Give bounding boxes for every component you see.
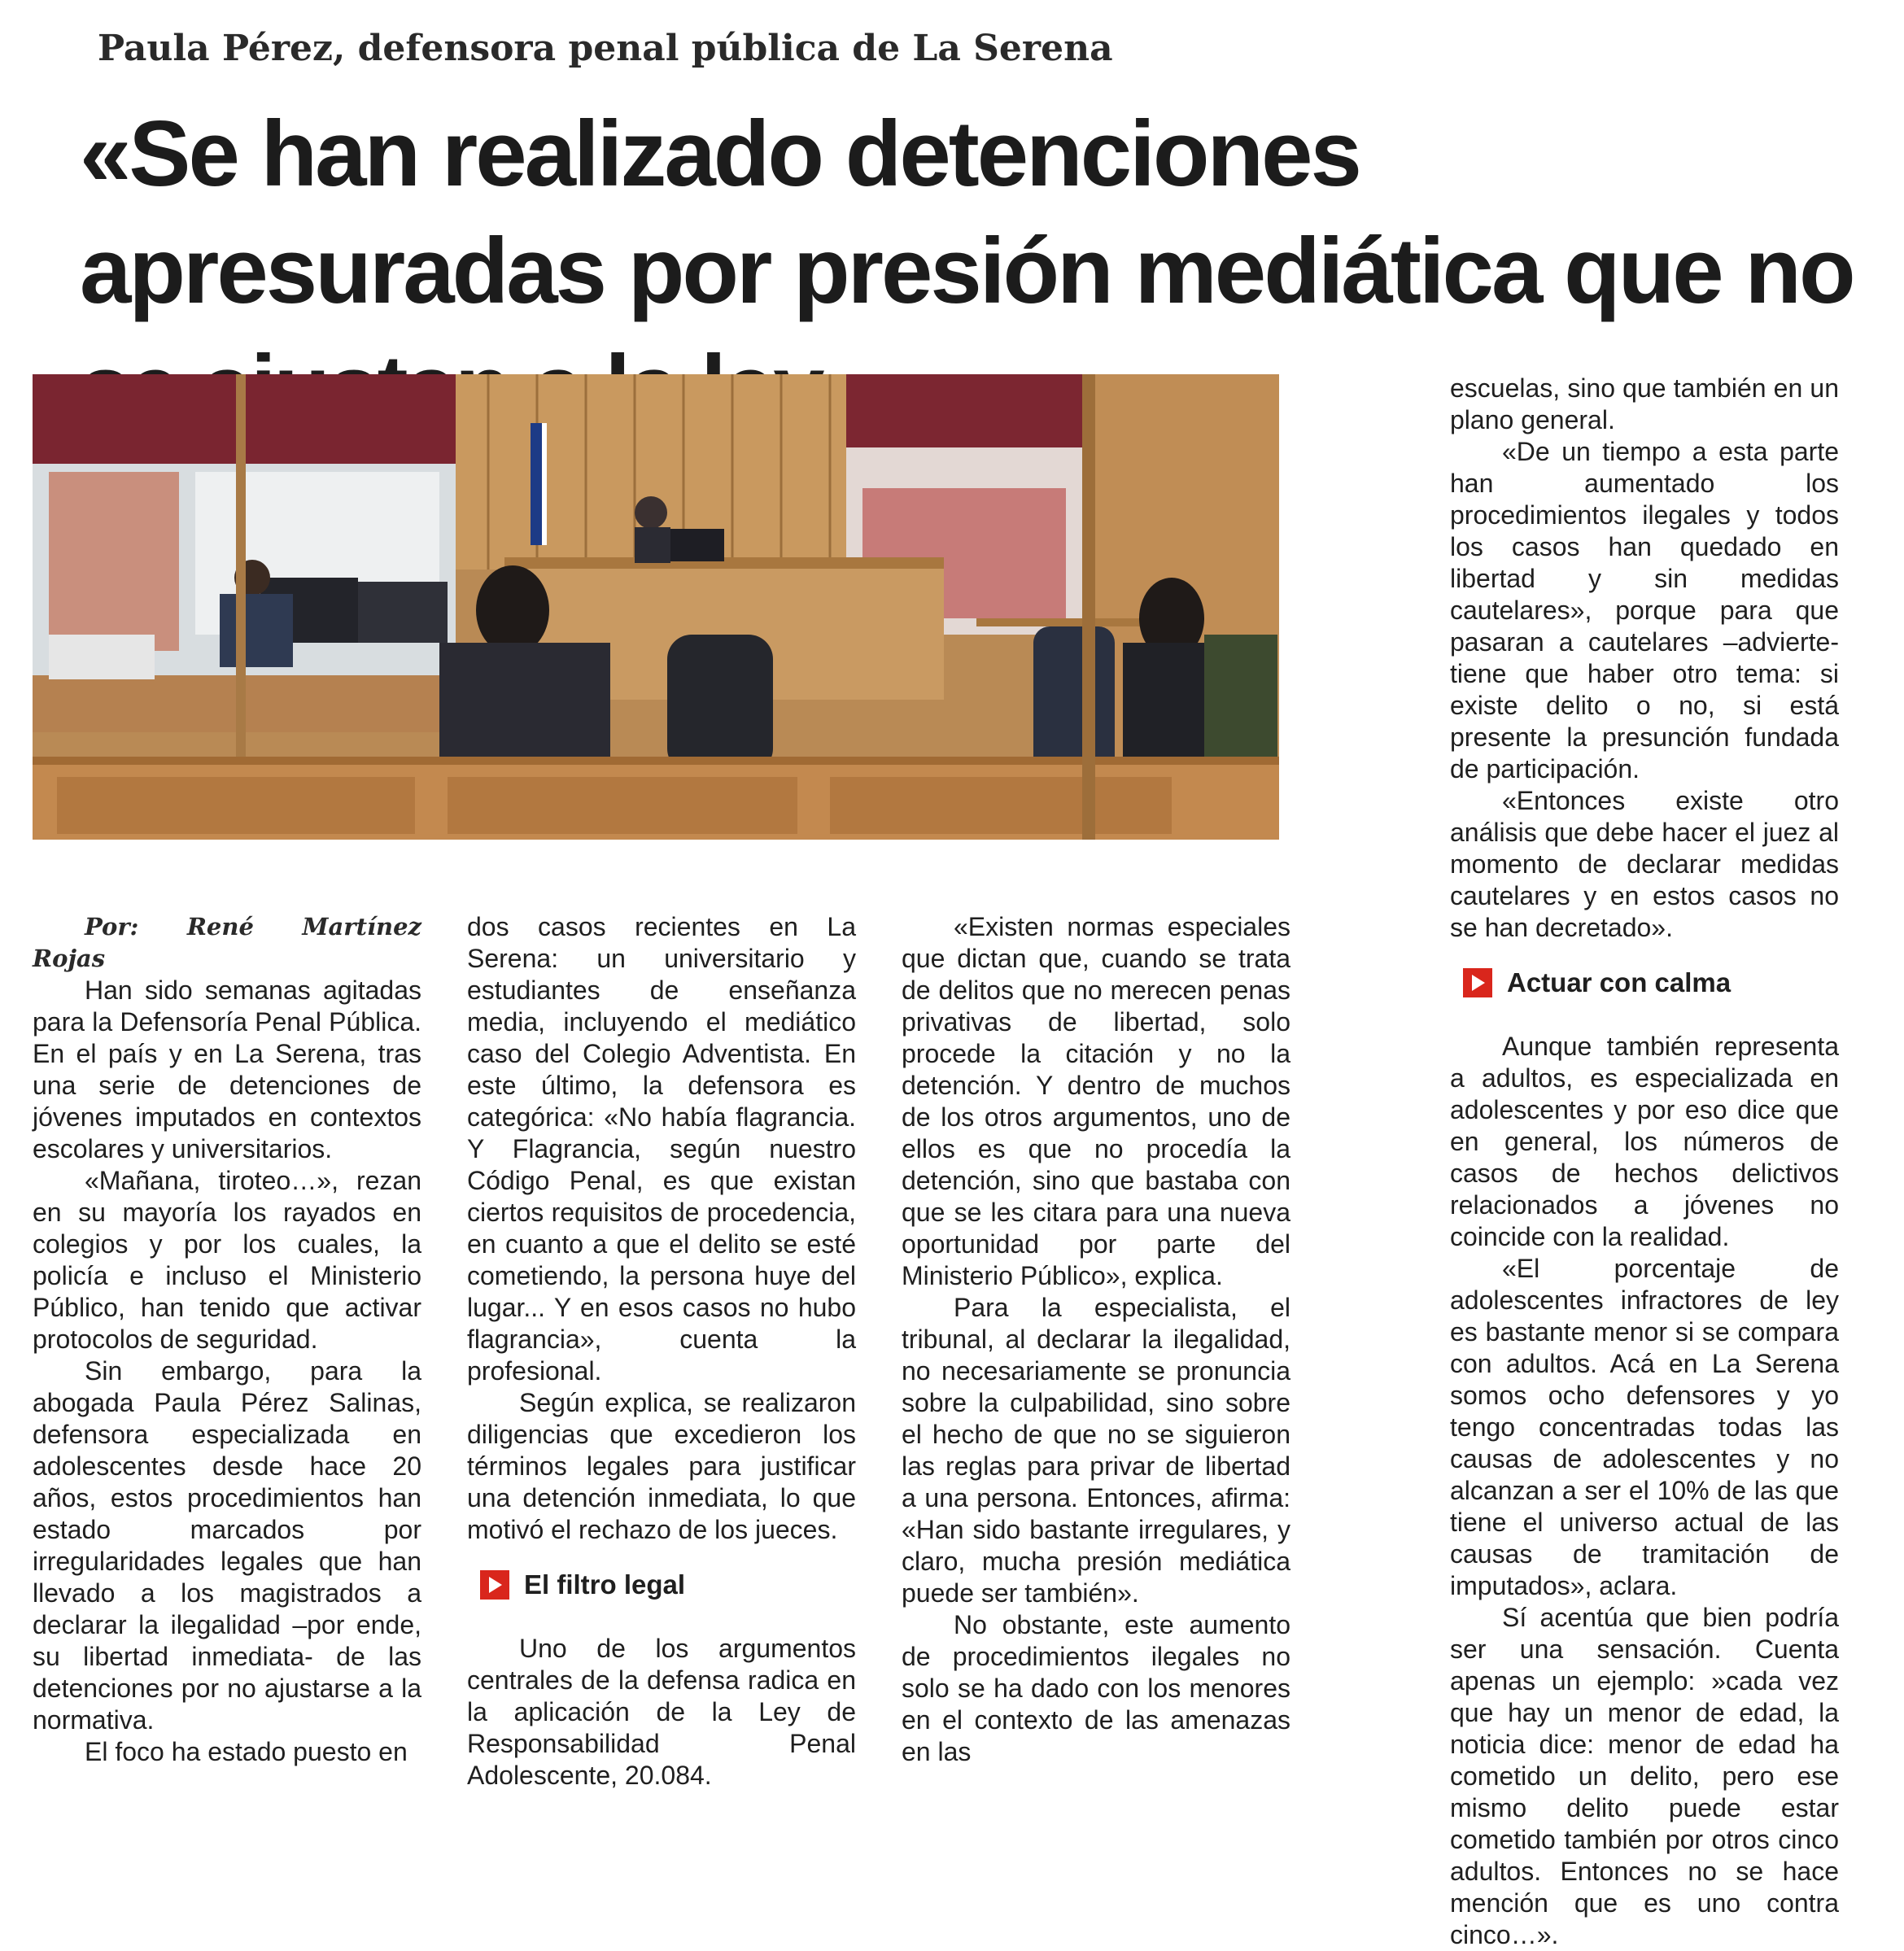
column-2 [467,911,856,1792]
paragraph: El foco ha estado puesto en [85,1737,408,1766]
paragraph: «Existen normas especiales que dictan que, cuando se trata de delitos que no merecen penas privativas de libertad, solo procede la citación y no la detención. Y dentro de muchos de los otros argumentos, uno de ellos es que no procedía la detención, sino que bastaba con que se les citara para una nueva oportunidad por parte del Ministerio Público», explica. [902,912,1290,1290]
column-3 [902,911,1290,1768]
column-4 [1450,373,1839,1951]
paragraph: Aunque también representa a adultos, es especializada en adolescentes y por eso dice que en general, los números de casos de hechos delictivos relacionados a jóvenes no coincide con la realidad. [1450,1032,1839,1251]
paragraph: No obstante, este aumento de procedimientos ilegales no solo se ha dado con los menores en el contexto de las amenazas en las [902,1610,1290,1766]
paragraph: «Mañana, tiroteo…», rezan en su mayoría los rayados en colegios y por los cuales, la policía e incluso el Ministerio Público, han tenido que activar protocolos de seguridad. [33,1166,421,1354]
paragraph: Han sido semanas agitadas para la Defensoría Penal Pública. En el país y en La Serena, tras una serie de detenciones de jóvenes imputados en contextos escolares y universitarios. [33,976,421,1163]
paragraph: Uno de los argumentos centrales de la defensa radica en la aplicación de la Ley de Responsabilidad Penal Adolescente, 20.084. [467,1634,856,1790]
paragraph: escuelas, sino que también en un plano general. [1450,373,1839,434]
play-arrow-icon [1463,968,1492,997]
article-headline: «Se han realizado detenciones apresuradas por presión mediática que no [80,103,1854,323]
paragraph: «Entonces existe otro análisis que debe hacer el juez al momento de declarar medidas cautelares y en estos casos no se han decretado». [1450,786,1839,942]
paragraph: dos casos recientes en La Serena: un universitario y estudiantes de enseñanza media, incluyendo el mediático caso del Colegio Adventista. En este último, la defensora es categórica: «No había flagrancia. Y Flagrancia, según nuestro Código Penal, es que existan ciertos requisitos de procedencia, en cuanto a que el delito se esté cometiendo, la persona huye del lugar... Y en esos casos no hubo flagrancia», cuenta la profesional. [467,912,856,1386]
paragraph: Según explica, se realizaron diligencias que excedieron los términos legales para justificar una detención inmediata, lo que motivó el rechazo de los jueces. [467,1388,856,1544]
subhead-actuar-con-calma [1463,967,1839,998]
subhead-label: El filtro legal [524,1569,686,1600]
play-arrow-icon [480,1570,509,1600]
courtroom-photo [33,374,1279,840]
paragraph: «De un tiempo a esta parte han aumentado los procedimientos ilegales y todos los casos han quedado en libertad y sin medidas cautelares», porque para que pasaran a cautelares –advierte- tiene que haber otro tema: si existe delito o no, si está presente la presunción fundada de participación. [1450,437,1839,783]
subhead-label: Actuar con calma [1507,967,1732,997]
paragraph: Para la especialista, el tribunal, al declarar la ilegalidad, no necesariamente se pronuncia sobre la culpabilidad, sino sobre el hecho de que no se siguieron las reglas para privar de libertad a una persona. Entonces, afirma: «Han sido bastante irregulares, y claro, mucha presión mediática puede ser también». [902,1293,1290,1608]
article-kicker: Paula Pérez, defensora penal pública de La Serena [98,28,1113,69]
paragraph: Sin embargo, para la abogada Paula Pérez Salinas, defensora especializada en adolescentes desde hace 20 años, estos procedimientos han estado marcados por irregularidades legales que han llevado a los magistrados a declarar la ilegalidad –por ende, su libertad inmediata- de las detenciones por no ajustarse a la normativa. [33,1356,421,1735]
column-1 [33,911,421,1768]
subhead-filtro-legal [480,1569,856,1600]
paragraph: Sí acentúa que bien podría ser una sensación. Cuenta apenas un ejemplo: »cada vez que hay un menor de edad, la noticia dice: menor de edad ha cometido un delito, pero ese mismo delito puede estar cometido también por otros cinco adultos. Entonces no se hace mención que es uno contra cinco…». [1450,1603,1839,1949]
paragraph: «El porcentaje de adolescentes infractores de ley es bastante menor si se compara con adultos. Acá en La Serena somos ocho defensores y yo tengo concentradas todas las causas de adolescentes y no alcanzan a ser el 10% de las que tiene el universo actual de las causas de tramitación de imputados», aclara. [1450,1254,1839,1600]
byline: Por: René Martínez Rojas [33,913,421,972]
